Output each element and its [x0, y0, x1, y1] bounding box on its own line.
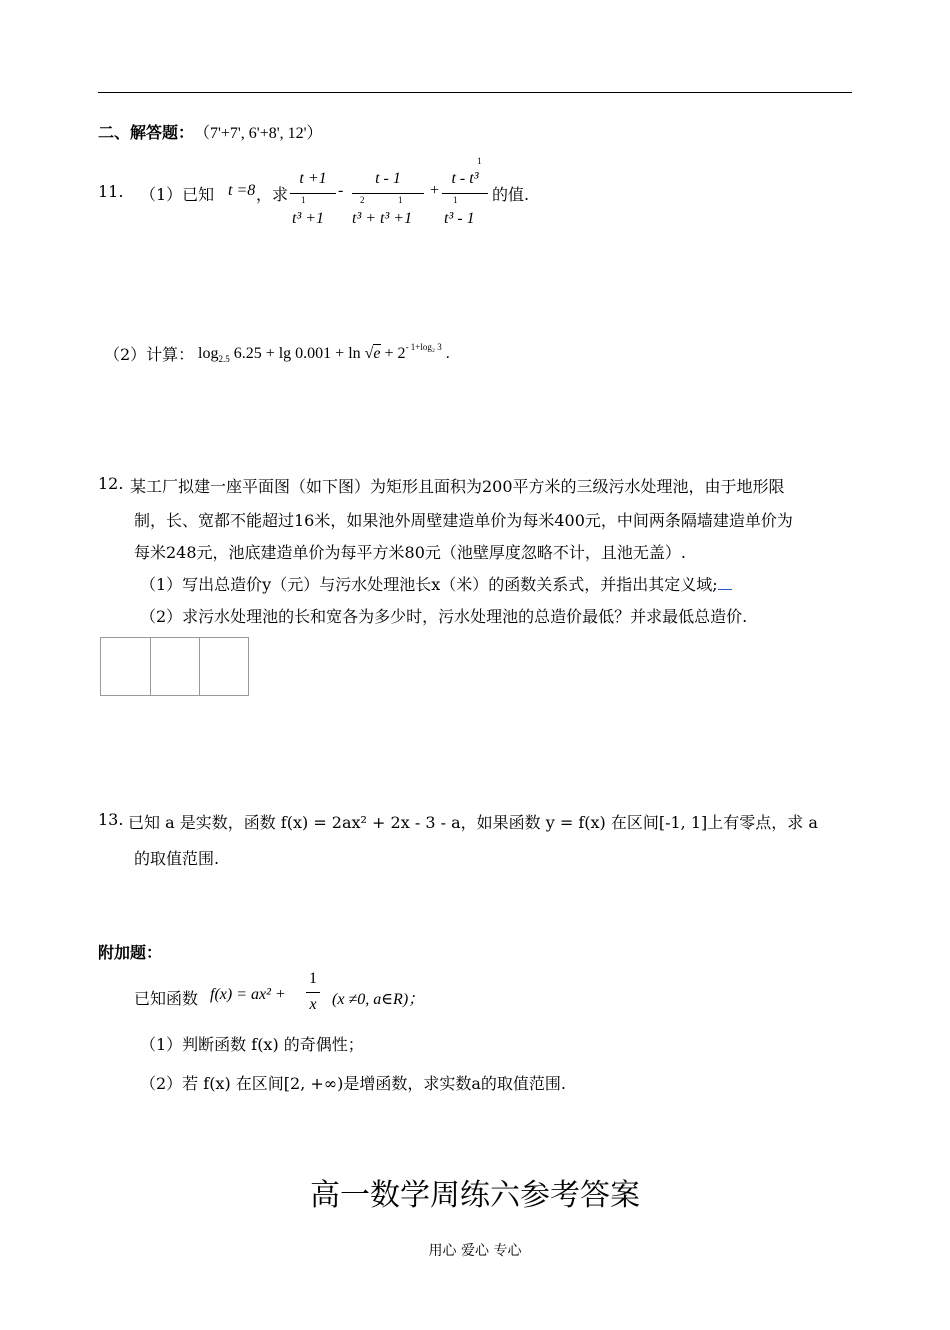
- q11-frac1-numerator: t +1: [299, 170, 327, 187]
- q12-sub1: （1）写出总造价y（元）与污水处理池长x（米）的函数关系式，并指出其定义域;: [140, 572, 732, 595]
- q13-line2: 的取值范围.: [134, 849, 220, 868]
- q13-number: 13.: [98, 810, 124, 829]
- extra-frac-denominator: x: [309, 996, 317, 1013]
- blank-underline: [718, 577, 732, 590]
- q11-frac3-numerator: t - t³: [451, 170, 479, 187]
- header-rule: [98, 92, 852, 93]
- q11-condition: t =8: [228, 182, 256, 199]
- extra-frac-bar: [306, 992, 320, 993]
- section-points: （7'+7', 6'+8', 12'）: [202, 125, 323, 142]
- q11-frac2-bar: [352, 193, 424, 194]
- extra-given-condition: (x ≠0, a∈R)；: [332, 991, 425, 1008]
- q11-part2-e: e: [373, 345, 381, 362]
- extra-given-func: f(x) = ax² +: [210, 986, 286, 1003]
- q11-number: 11.: [98, 182, 124, 201]
- q11-op-minus: -: [338, 182, 344, 199]
- pool-diagram: [100, 637, 249, 696]
- extra-given-prefix: 已知函数: [134, 989, 199, 1008]
- q11-frac1-denominator: t³ +1: [292, 210, 325, 227]
- q12-sub2: （2）求污水处理池的长和宽各为多少时，污水处理池的总造价最低？并求最低总造价.: [140, 607, 748, 626]
- q11-part2-two: + 2: [384, 345, 406, 362]
- q11-part1-suffix: 的值.: [492, 185, 530, 204]
- q11-frac3-exp: 1: [453, 195, 458, 205]
- q11-frac2-exp-b: 1: [398, 195, 403, 205]
- q11-part2-log: log: [198, 345, 219, 362]
- q11-frac1-bar: [290, 193, 336, 194]
- q12-line3: 每米248元，池底建造单价为每平方米80元（池壁厚度忽略不计，且池无盖）.: [134, 543, 686, 562]
- q11-part2-prefix: （2）计算：: [104, 345, 195, 364]
- q11-frac2-exp-a: 2: [360, 195, 365, 205]
- q12-number: 12.: [98, 474, 124, 493]
- q11-op-plus: +: [430, 182, 440, 199]
- answers-title: 高一数学周练六参考答案: [310, 1178, 640, 1213]
- q11-frac2-denominator: t³ + t³ +1: [352, 210, 413, 227]
- extra-heading: 附加题：: [98, 943, 163, 962]
- q11-part2-rest: 6.25 + lg 0.001 + ln: [233, 345, 361, 362]
- extra-sub2: （2）若 f(x) 在区间[2, +∞)是增函数，求实数a的取值范围.: [140, 1074, 566, 1093]
- q11-frac3-denominator: t³ - 1: [444, 210, 475, 227]
- q11-part2-end: .: [445, 345, 450, 362]
- q11-ask: ，求: [256, 185, 289, 204]
- q12-line1: 某工厂拟建一座平面图（如下图）为矩形且面积为200平方米的三级污水处理池，由于地形限: [130, 477, 785, 496]
- pool-divider-2: [199, 637, 200, 695]
- extra-sub1: （1）判断函数 f(x) 的奇偶性；: [140, 1035, 364, 1054]
- q11-frac3-bar: [442, 193, 488, 194]
- q13-line1: 已知 a 是实数，函数 f(x) = 2ax² + 2x - 3 - a，如果函数 y = f(x) 在区间[-1, 1]上有零点，求 a: [128, 813, 818, 832]
- q11-frac3-num-exp: 1: [477, 156, 482, 166]
- page-footer: 用心 爱心 专心: [428, 1243, 522, 1259]
- q11-part1-prefix: （1）已知: [140, 185, 215, 204]
- q11-frac1-exp: 1: [301, 195, 306, 205]
- pool-divider-1: [150, 637, 151, 695]
- section-title: 二、解答题：: [98, 123, 195, 142]
- q12-line2: 制，长、宽都不能超过16米，如果池外周壁建造单价为每米400元，中间两条隔墙建造单价为: [134, 511, 793, 530]
- q11-frac2-numerator: t - 1: [375, 170, 401, 187]
- section-heading: [98, 120, 322, 143]
- q11-part2-base: 2.5: [218, 354, 230, 364]
- extra-frac-numerator: 1: [309, 970, 317, 987]
- q11-part2-expression: $\log_{2.5} 6.25 + \lg 0.001 + \ln √e + 2^{- 1+log_2 3}$ .: [198, 342, 450, 364]
- q11-part2-exponent: - 1+log₂ 3: [405, 342, 442, 352]
